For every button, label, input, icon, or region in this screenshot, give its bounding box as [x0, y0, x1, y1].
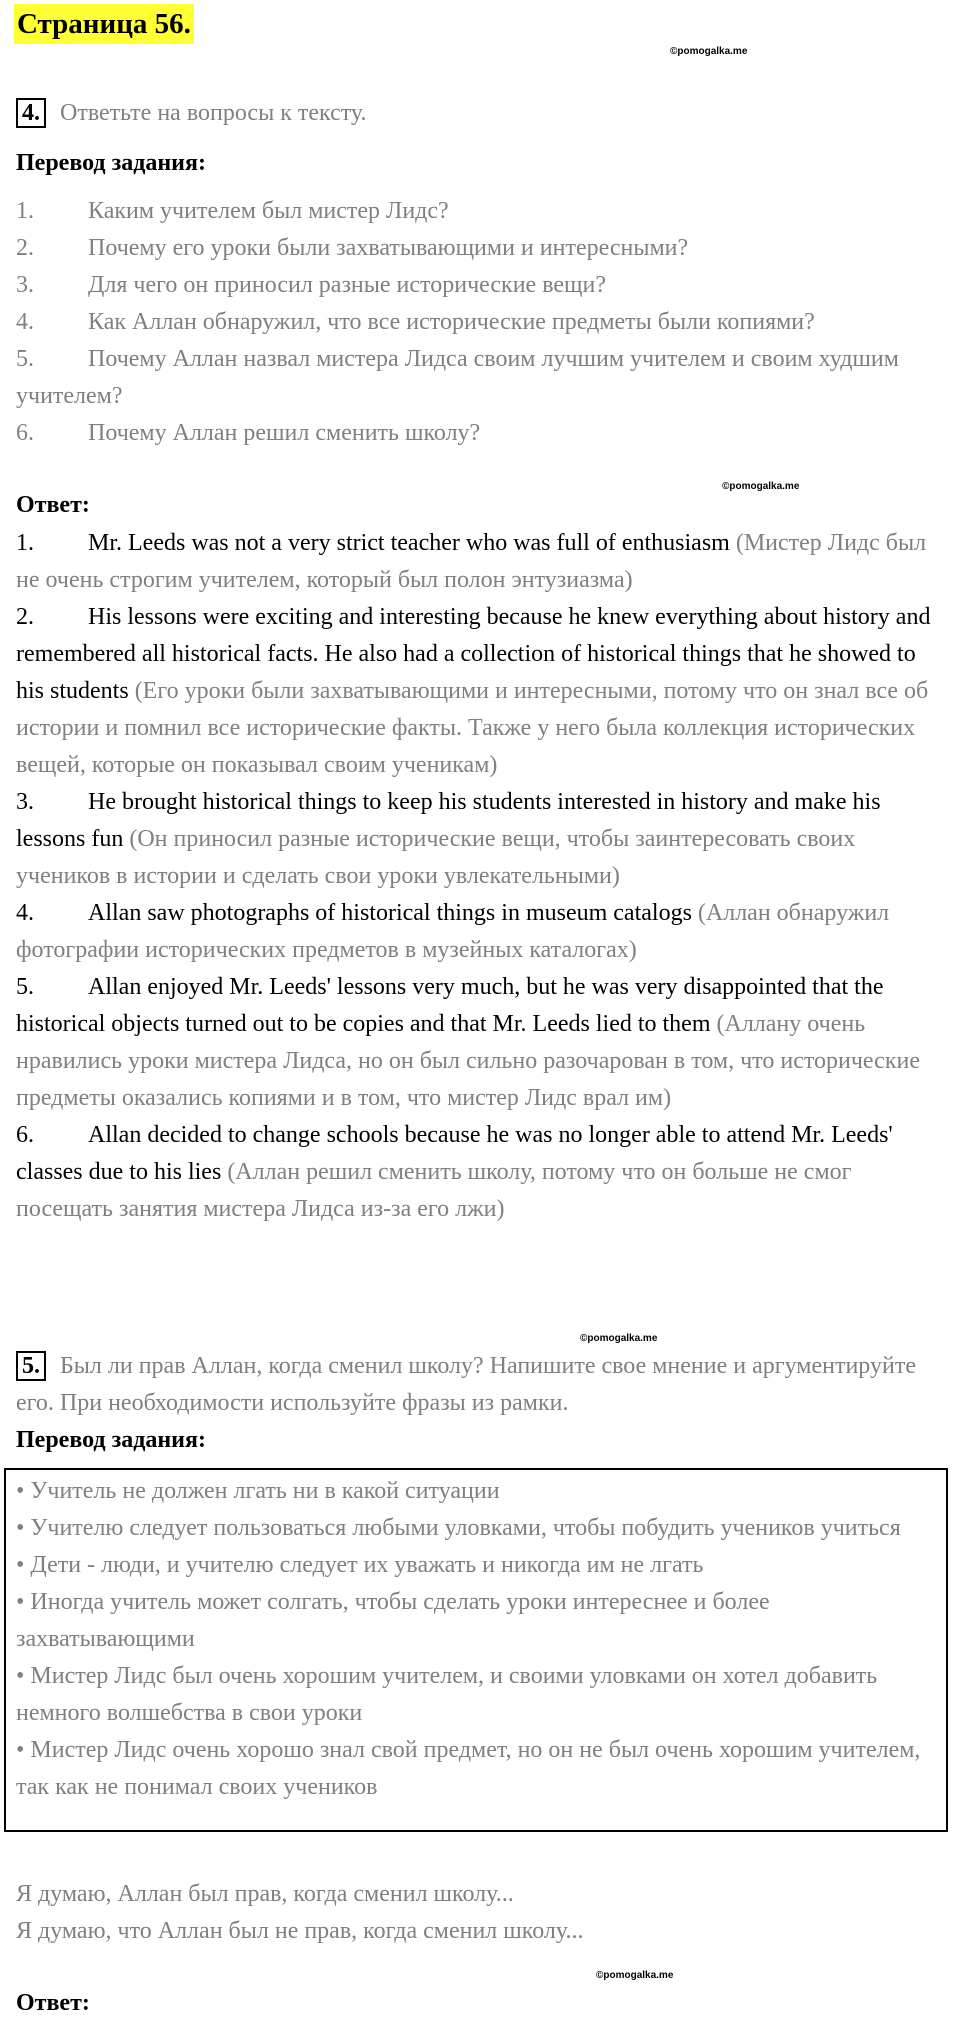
task5-translation-heading: Перевод задания: [16, 1427, 206, 1453]
phrase-box-item: • Мистер Лидс был очень хорошим учителем, и своими уловками он хотел добавить немного волшебства в свои уроки [16, 1663, 878, 1726]
answer-item: 5. Allan enjoyed Mr. Leeds' lessons very much, but he was very disappointed that the historical objects turned out to be copies and that Mr. Leeds lied to them (Аллану очень нравились уроки мистера Лидса, но он был сильно разочарован в том, что исторические предметы оказались копиями и в том, что мистер Лидс врал им) [16, 974, 920, 1111]
answer-item: 4. Allan saw photographs of historical things in museum catalogs (Аллан обнаружил фотографии исторических предметов в музейных каталогах) [16, 900, 890, 963]
answer-list [16, 525, 948, 1228]
phrase-line: Я думаю, Аллан был прав, когда сменил школу... [16, 1881, 514, 1907]
phrase-box-item: • Дети - люди, и учителю следует их уважать и никогда им не лгать [16, 1552, 704, 1578]
answer-item: 3. He brought historical things to keep his students interested in history and make his lessons fun (Он приносил разные исторические вещи, чтобы заинтересовать своих учеников в истории и сделать свои уроки увлекательными) [16, 789, 881, 889]
task4-answer-heading: Ответ: [16, 492, 90, 518]
task4-number: 4. [16, 98, 46, 128]
answer-item: 6. Allan decided to change schools because he was no longer able to attend Mr. Leeds' classes due to his lies (Аллан решил сменить школу, потому что он больше не смог посещать занятия мистера Лидса из-за его лжи) [16, 1122, 893, 1222]
task5-number: 5. [16, 1351, 46, 1381]
task4-translation-heading: Перевод задания: [16, 150, 206, 176]
watermark: ©pomogalka.me [670, 46, 748, 57]
phrase-box-item: • Учителю следует пользоваться любыми уловками, чтобы побудить учеников учиться [16, 1515, 901, 1541]
phrase-box-item: • Мистер Лидс очень хорошо знал свой предмет, но он не был очень хорошим учителем, так как не понимал своих учеников [16, 1737, 921, 1800]
task4-instruction: Ответьте на вопросы к тексту. [60, 100, 367, 126]
watermark: ©pomogalka.me [596, 1970, 674, 1981]
task4-header [16, 95, 367, 132]
phrase-line: Я думаю, что Аллан был не прав, когда сменил школу... [16, 1918, 584, 1944]
question-item: 6. Почему Аллан решил сменить школу? [16, 420, 481, 446]
question-item: 2. Почему его уроки были захватывающими и интересными? [16, 235, 689, 261]
question-item: 4. Как Аллан обнаружил, что все исторические предметы были копиями? [16, 309, 815, 335]
page-title: Страница 56. [14, 4, 194, 44]
task5-answer-heading: Ответ: [16, 1990, 90, 2016]
question-item: 5. Почему Аллан назвал мистера Лидса своим лучшим учителем и своим худшим учителем? [16, 346, 899, 409]
phrase-box [4, 1468, 948, 1832]
question-item: 1. Каким учителем был мистер Лидс? [16, 198, 449, 224]
task5-instruction: Был ли прав Аллан, когда сменил школу? Напишите свое мнение и аргументируйте его. При необходимости используйте фразы из рамки. [16, 1353, 916, 1416]
answer-item: 1. Mr. Leeds was not a very strict teacher who was full of enthusiasm (Мистер Лидс был не очень строгим учителем, который был полон энтузиазма) [16, 530, 927, 593]
watermark: ©pomogalka.me [722, 481, 800, 492]
phrase-box-item: • Иногда учитель может солгать, чтобы сделать уроки интереснее и более захватывающими [16, 1589, 770, 1652]
answer-item: 2. His lessons were exciting and interesting because he knew everything about history and remembered all historical facts. He also had a collection of historical things that he showed to his students (Его уроки были захватывающими и интересными, потому что он знал все об истории и помнил все исторические факты. Также у него была коллекция исторических вещей, которые он показывал своим ученикам) [16, 604, 931, 778]
task5-header [16, 1348, 946, 1422]
question-list [16, 193, 946, 452]
question-item: 3. Для чего он приносил разные исторические вещи? [16, 272, 607, 298]
phrase-box-item: • Учитель не должен лгать ни в какой ситуации [16, 1478, 500, 1504]
watermark: ©pomogalka.me [580, 1333, 658, 1344]
